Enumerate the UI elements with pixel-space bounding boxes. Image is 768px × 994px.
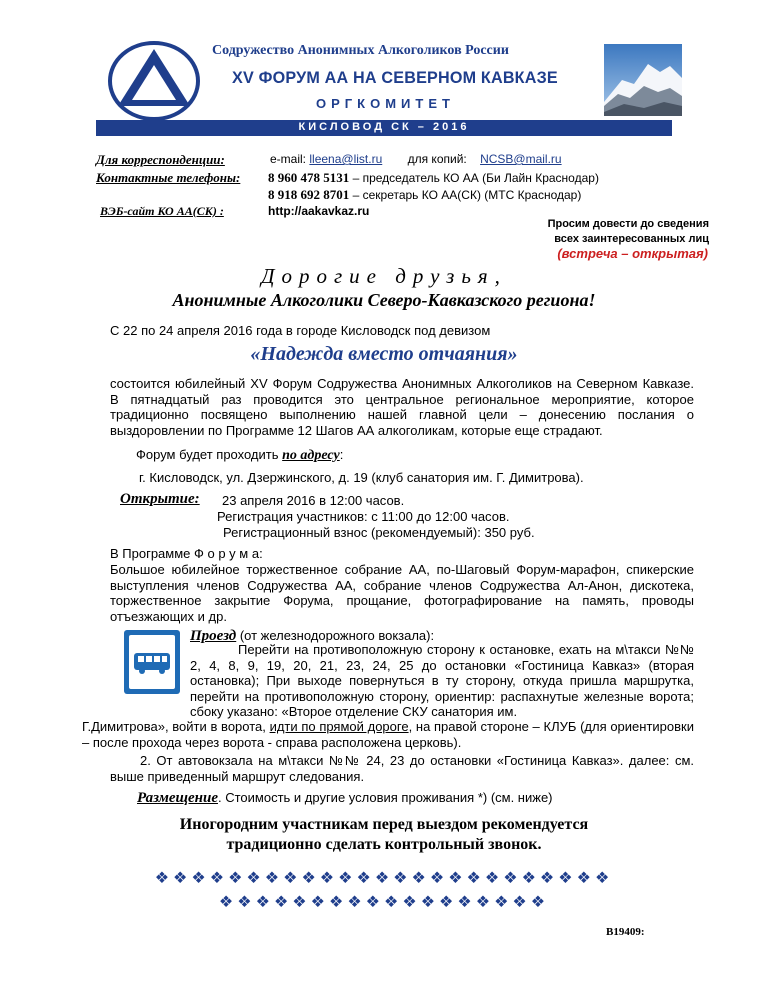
travel-text2-a: Г.Димитрова», войти в ворота, (82, 719, 270, 734)
phone1-desc: – председатель КО АА (Би Лайн Краснодар) (352, 171, 599, 185)
registration-fee: Регистрационный взнос (рекомендуемый): 350 руб. (223, 525, 535, 540)
intro-paragraph: состоится юбилейный XV Форум Содружества Анонимных Алкоголиков на Северном Кавказе. В пятнадцатый раз проводится это центральное региональное мероприятие, которое традиционно посвящено выполнению нашей главной цели – донесению послания о выздоровлении по Программе 12 Шагов АА алкоголикам, которые еще страдают. (110, 376, 694, 438)
accommodation-text: . Стоимость и другие условия проживания *) (см. ниже) (217, 790, 553, 805)
phone1-line (268, 170, 599, 186)
notice-line2: всех заинтересованных лиц (554, 233, 709, 245)
copies-email-link[interactable]: NCSB@mail.ru (480, 152, 562, 166)
greeting-line1: Дорогие друзья, (261, 264, 507, 288)
mountain-image (604, 44, 682, 116)
phone2-line (268, 187, 581, 203)
location-band (96, 120, 672, 136)
bus-stop-icon (124, 630, 180, 694)
venue-address: г. Кисловодск, ул. Дзержинского, д. 19 (клуб санатория им. Г. Димитрова). (139, 470, 584, 485)
travel-text2 (82, 719, 694, 750)
motto: «Надежда вместо отчаяния» (250, 343, 518, 365)
travel-text3: 2. От автовокзала на м\такси №№ 24, 23 до остановки «Гостиница Кавказ». далее: см. выше приведенный маршрут следования. (110, 753, 694, 784)
committee-title: ОРГКОМИТЕТ (316, 96, 455, 111)
website-link[interactable]: http://aakavkaz.ru (268, 204, 370, 218)
final-note-line1: Иногородним участникам перед выездом рекомендуется (179, 816, 589, 833)
travel-label-suffix: (от железнодорожного вокзала): (236, 628, 435, 643)
venue-label: по адресу (282, 448, 340, 463)
intro-dates: С 22 по 24 апреля 2016 года в городе Кисловодск под девизом (110, 323, 491, 338)
accommodation-line (137, 790, 553, 807)
decorative-diamonds-row1: ❖❖❖❖❖❖❖❖❖❖❖❖❖❖❖❖❖❖❖❖❖❖❖❖❖ (154, 870, 614, 887)
phones-label: Контактные телефоны: (96, 170, 241, 185)
travel-label: Проезд (190, 628, 237, 644)
phone2-desc: – секретарь КО АА(СК) (МТС Краснодар) (352, 188, 582, 202)
notice-line1: Просим довести до сведения (547, 218, 709, 230)
correspondence-label: Для корреспонденции: (96, 152, 225, 167)
opening-label: Открытие: (120, 491, 200, 507)
location-band-text: КИСЛОВОД СК – 2016 (298, 121, 470, 133)
program-text: Большое юбилейное торжественное собрание АА, по-Шаговый Форум-марафон, спикерские выступления членов Содружества АА, собрание членов Содружества Ал-Анон, дискотека, торжественное закрытие Форума, прощание, фотографирование на память, проводы отъезжающих и др. (110, 562, 694, 624)
website-label: ВЭБ-сайт КО АА(СК) : (100, 204, 224, 218)
accommodation-label: Размещение (137, 790, 218, 806)
registration-time: Регистрация участников: с 11:00 до 12:00 часов. (217, 509, 510, 524)
copies-label: для копий: (407, 152, 467, 166)
final-note-line2: традиционно сделать контрольный звонок. (226, 836, 542, 853)
correspondence-line (270, 152, 562, 166)
opening-time: 23 апреля 2016 в 12:00 часов. (222, 493, 405, 508)
phone1: 8 960 478 5131 (268, 170, 350, 185)
decorative-diamonds-row2: ❖❖❖❖❖❖❖❖❖❖❖❖❖❖❖❖❖❖ (218, 894, 550, 911)
program-heading: В Программе Ф о р у м а: (110, 546, 263, 561)
venue-prefix: Форум будет проходить (136, 447, 279, 462)
venue-line: Форум будет проходить по адресу: (136, 447, 344, 463)
travel-text2-underlined: идти по прямой дороге (269, 719, 409, 734)
org-name: Содружество Анонимных Алкоголиков России (212, 43, 509, 58)
travel-text1: Перейти на противоположную сторону к остановке, ехать на м\такси №№ 2, 4, 8, 9, 19, 20, 21, 23, 24, 25 до остановки «Гостиница Кавказ» (вторая остановка); При выходе повернуться в ту сторону, откуда пришла маршрутка, перейти на противоположную сторону, ориентир: распахнутые железные ворота; сбоку указано: «Второе отделение СКУ санатория им. (190, 642, 694, 719)
greeting-line2: Анонимные Алкоголики Северо-Кавказского региона! (172, 290, 596, 310)
phone2: 8 918 692 8701 (268, 187, 350, 202)
document-code: B19409: (606, 926, 645, 938)
aa-logo-icon (106, 40, 202, 122)
travel-text2-b: , на правой стороне – КЛУБ (для ориентировки – после прохода через ворота - справа расположена церковь). (82, 719, 694, 750)
meeting-type: (встреча – открытая) (557, 246, 708, 261)
email-prefix: e-mail: (270, 152, 307, 166)
email-link[interactable]: lleena@list.ru (309, 152, 383, 166)
forum-title: XV ФОРУМ АА НА СЕВЕРНОМ КАВКАЗЕ (232, 68, 558, 87)
